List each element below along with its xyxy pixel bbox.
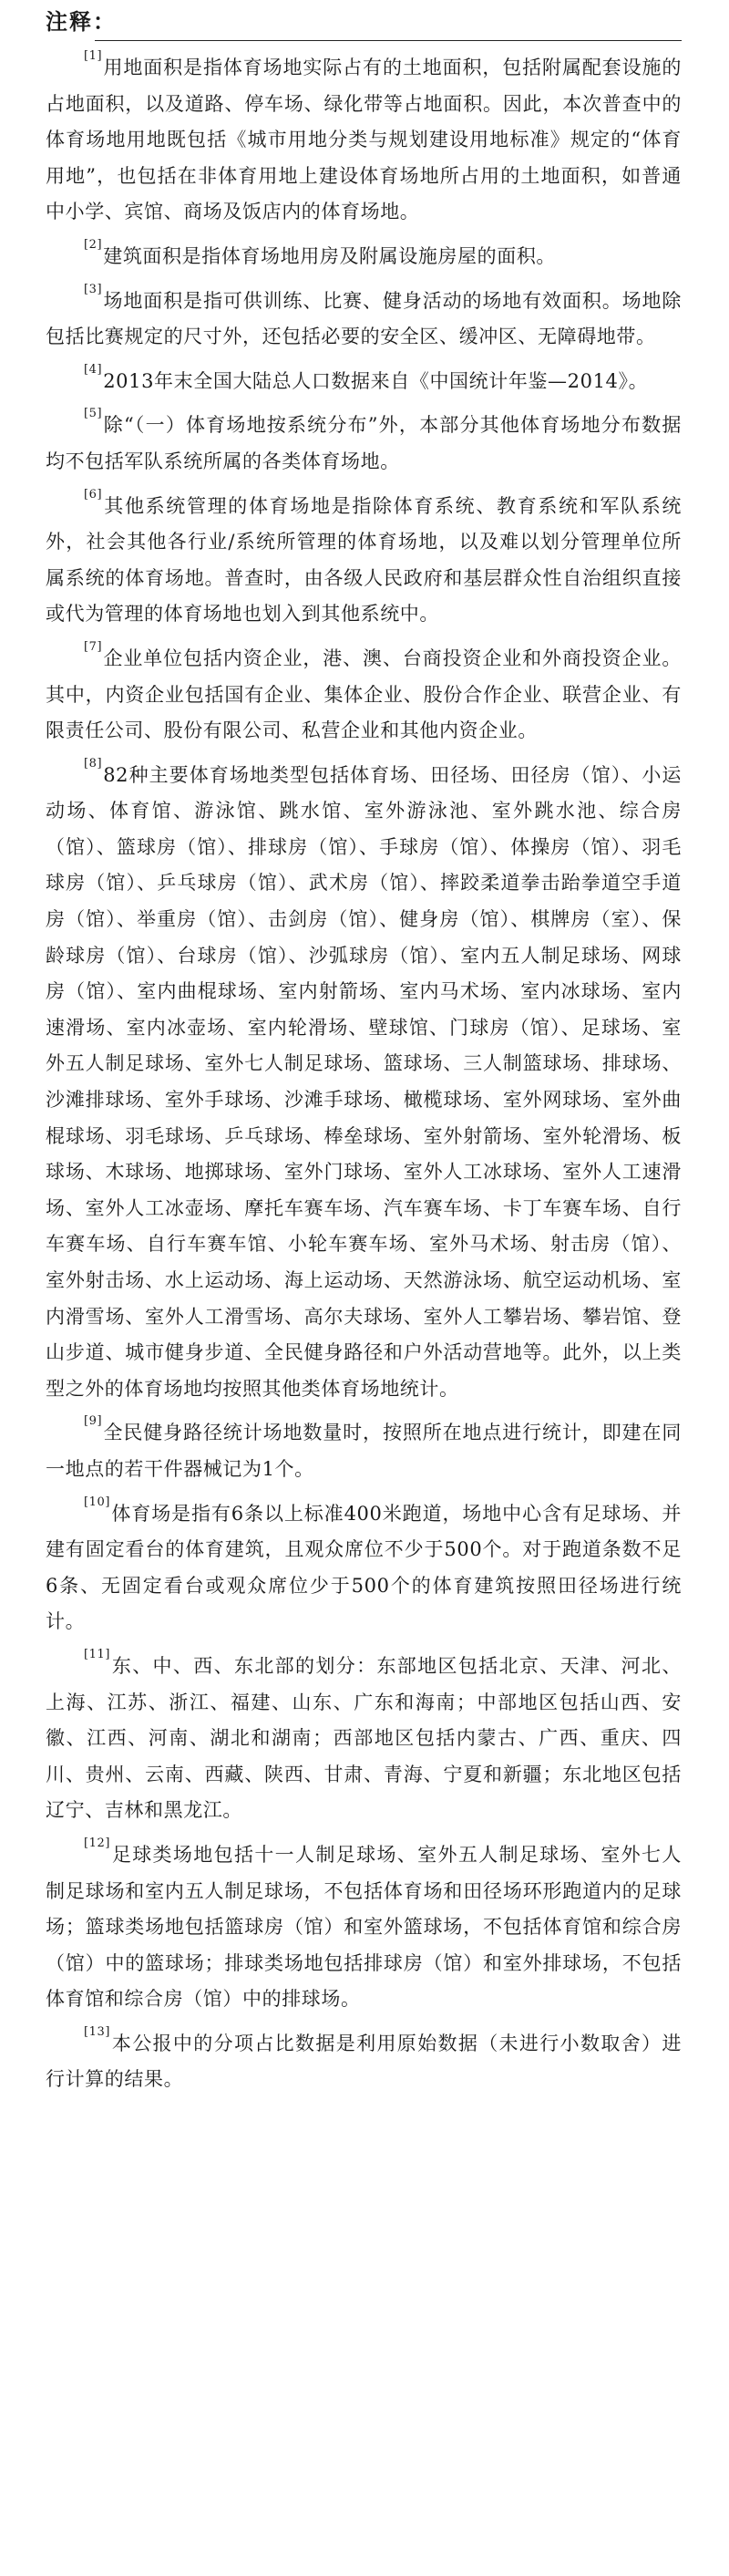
footnote-6 xyxy=(46,489,682,633)
footnote-list xyxy=(46,50,682,2098)
footnote-9 xyxy=(46,1415,682,1487)
footnote-3 xyxy=(46,284,682,356)
footnote-text: 82种主要体育场地类型包括体育场、田径场、田径房（馆）、小运动场、体育馆、游泳馆、跳水馆、室外游泳池、室外跳水池、综合房（馆）、篮球房（馆）、排球房（馆）、手球房（馆）、体操房（馆）、羽毛球房（馆）、乒乓球房（馆）、武术房（馆）、摔跤柔道拳击跆拳道空手道房（馆）、举重房（馆）、击剑房（馆）、健身房（馆）、棋牌房（室）、保龄球房（馆）、台球房（馆）、沙弧球房（馆）、室内五人制足球场、网球房（馆）、室内曲棍球场、室内射箭场、室内马术场、室内冰球场、室内速滑场、室内冰壶场、室内轮滑场、壁球馆、门球房（馆）、足球场、室外五人制足球场、室外七人制足球场、篮球场、三人制篮球场、排球场、沙滩排球场、室外手球场、沙滩手球场、橄榄球场、室外网球场、室外曲棍球场、羽毛球场、乒乓球场、棒垒球场、室外射箭场、室外轮滑场、板球场、木球场、地掷球场、室外门球场、室外人工冰球场、室外人工速滑场、室外人工冰壶场、摩托车赛车场、汽车赛车场、卡丁车赛车场、自行车赛车场、自行车赛车馆、小轮车赛车场、室外马术场、射击房（馆）、室外射击场、水上运动场、海上运动场、天然游泳场、航空运动机场、室内滑雪场、室外人工滑雪场、高尔夫球场、室外人工攀岩场、攀岩馆、登山步道、城市健身步道、全民健身路径和户外活动营地等。此外，以上类型之外的体育场地均按照其他类体育场地统计。 xyxy=(46,763,682,1400)
footnote-7 xyxy=(46,641,682,750)
footnote-1 xyxy=(46,50,682,231)
footnote-4 xyxy=(46,364,682,400)
footnote-marker: [2] xyxy=(84,237,103,252)
footnote-marker: [6] xyxy=(84,487,103,502)
footnote-10 xyxy=(46,1496,682,1640)
footnote-marker: [12] xyxy=(84,1836,111,1850)
footnote-marker: [9] xyxy=(84,1414,103,1429)
footnote-text: 全民健身路径统计场地数量时，按照所在地点进行统计，即建在同一地点的若干件器械记为1个。 xyxy=(46,1422,682,1480)
notes-title: 注释： xyxy=(46,8,117,35)
footnote-8 xyxy=(46,758,682,1408)
footnote-text: 用地面积是指体育场地实际占有的土地面积，包括附属配套设施的占地面积，以及道路、停车场、绿化带等占地面积。因此，本次普查中的体育场地用地既包括《城市用地分类与规划建设用地标准》规定的“体育用地”，也包括在非体育用地上建设体育场地所占用的土地面积，如普通中小学、宾馆、商场及饭店内的体育场地。 xyxy=(46,57,682,223)
footnote-marker: [10] xyxy=(84,1495,111,1509)
footnote-marker: [7] xyxy=(84,639,103,654)
footnote-marker: [1] xyxy=(84,49,103,63)
footnote-text: 场地面积是指可供训练、比赛、健身活动的场地有效面积。场地除包括比赛规定的尺寸外，还包括必要的安全区、缓冲区、无障碍地带。 xyxy=(46,289,682,348)
footnote-marker: [3] xyxy=(84,282,103,296)
footnote-text: 建筑面积是指体育场地用房及附属设施房屋的面积。 xyxy=(103,244,557,267)
footnote-marker: [11] xyxy=(84,1647,111,1661)
footnote-text: 企业单位包括内资企业，港、澳、台商投资企业和外商投资企业。其中，内资企业包括国有企业、集体企业、股份合作企业、联营企业、有限责任公司、股份有限公司、私营企业和其他内资企业。 xyxy=(46,647,682,742)
footnote-marker: [4] xyxy=(84,362,103,377)
footnote-marker: [8] xyxy=(84,756,103,771)
header-divider xyxy=(95,40,682,41)
footnote-text: 2013年末全国大陆总人口数据来自《中国统计年鉴—2014》。 xyxy=(103,369,649,392)
footnote-12 xyxy=(46,1837,682,2018)
footnote-text: 本公报中的分项占比数据是利用原始数据（未进行小数取舍）进行计算的结果。 xyxy=(46,2032,682,2091)
footnote-text: 其他系统管理的体育场地是指除体育系统、教育系统和军队系统外，社会其他各行业/系统所管理的体育场地，以及难以划分管理单位所属系统的体育场地。普查时，由各级人民政府和基层群众性自治组织直接或代为管理的体育场地也划入到其他系统中。 xyxy=(46,494,682,626)
footnote-11 xyxy=(46,1649,682,1829)
footnote-2 xyxy=(46,239,682,275)
footnote-13 xyxy=(46,2026,682,2098)
footnote-marker: [5] xyxy=(84,407,103,421)
notes-header xyxy=(46,0,682,36)
footnote-text: 体育场是指有6条以上标准400米跑道，场地中心含有足球场、并建有固定看台的体育建筑，且观众席位不少于500个。对于跑道条数不足6条、无固定看台或观众席位少于500个的体育建筑按照田径场进行统计。 xyxy=(46,1502,682,1633)
footnote-5 xyxy=(46,408,682,480)
footnote-text: 除“（一）体育场地按系统分布”外，本部分其他体育场地分布数据均不包括军队系统所属的各类体育场地。 xyxy=(46,414,682,472)
footnote-marker: [13] xyxy=(84,2024,111,2039)
footnote-text: 东、中、西、东北部的划分：东部地区包括北京、天津、河北、上海、江苏、浙江、福建、山东、广东和海南；中部地区包括山西、安徽、江西、河南、湖北和湖南；西部地区包括内蒙古、广西、重庆、四川、贵州、云南、西藏、陕西、甘肃、青海、宁夏和新疆；东北地区包括辽宁、吉林和黑龙江。 xyxy=(46,1654,682,1822)
footnote-text: 足球类场地包括十一人制足球场、室外五人制足球场、室外七人制足球场和室内五人制足球场，不包括体育场和田径场环形跑道内的足球场；篮球类场地包括篮球房（馆）和室外篮球场，不包括体育馆和综合房（馆）中的篮球场；排球类场地包括排球房（馆）和室外排球场，不包括体育馆和综合房（馆）中的排球场。 xyxy=(46,1843,682,2011)
